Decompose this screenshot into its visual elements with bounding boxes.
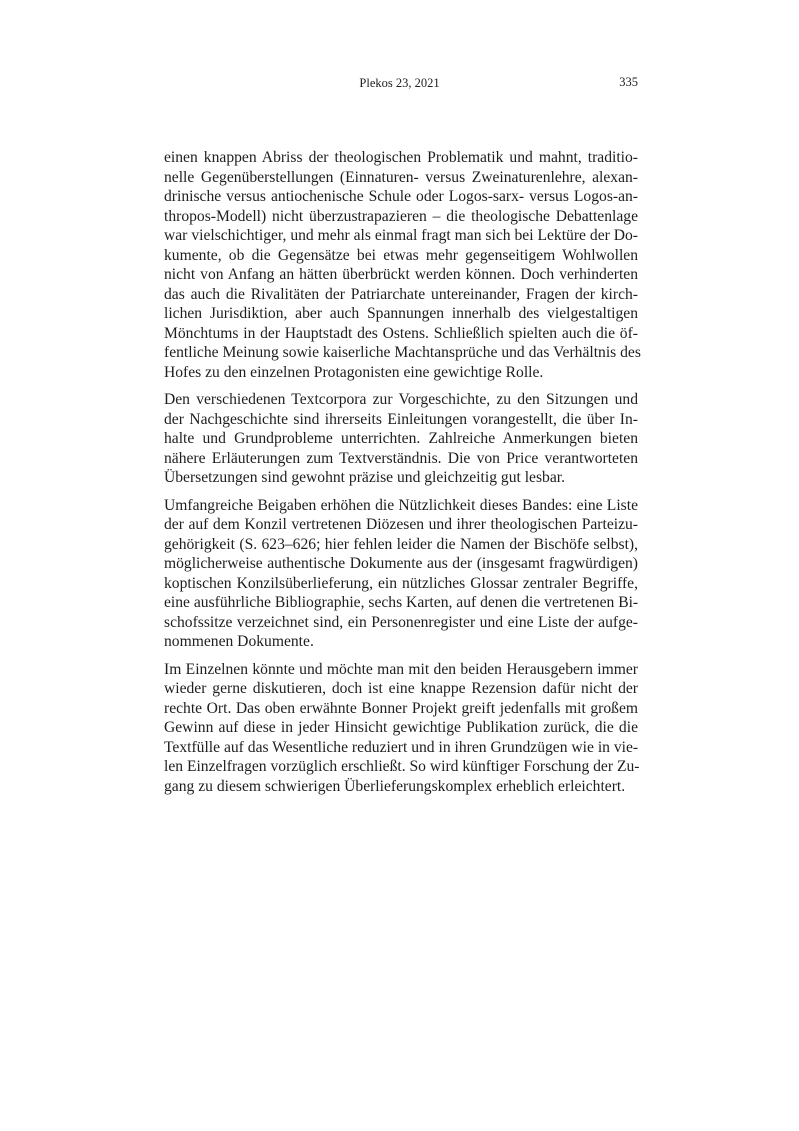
paragraph (164, 148, 641, 382)
text-line: einen knappen Abriss der theologischen Problematik und mahnt, traditio- (164, 149, 638, 166)
text-line: koptischen Konzilsüberlieferung, ein nützliches Glossar zentraler Begriffe, (164, 574, 638, 592)
text-line: der auf dem Konzil vertretenen Diözesen und ihrer theologischen Parteizu- (164, 516, 638, 533)
text-line: war vielschichtiger, und mehr als einmal fragt man sich bei Lektüre der Do- (164, 227, 638, 244)
text-line: Hofes zu den einzelnen Protagonisten eine gewichtige Rolle. (164, 363, 544, 381)
running-header: Plekos 23, 2021 (359, 76, 440, 90)
text-line: Im Einzelnen könnte und möchte man mit den beiden Herausgebern immer (164, 660, 638, 678)
text-line: Gewinn auf diese in jeder Hinsicht gewichtige Publikation zurück, die die (164, 719, 638, 736)
text-line: Den verschiedenen Textcorpora zur Vorgeschichte, zu den Sitzungen und (164, 391, 638, 408)
paragraph (164, 496, 638, 652)
body-text (164, 148, 641, 804)
text-line: drinische versus antiochenische Schule oder Logos-sarx- versus Logos-an- (164, 188, 638, 205)
text-line: Textfülle auf das Wesentliche reduziert und in ihren Grundzügen wie in vie- (164, 738, 639, 756)
paragraph (164, 660, 638, 797)
text-line: nelle Gegenüberstellungen (Einnaturen- versus Zweinaturenlehre, alexan- (164, 168, 638, 186)
text-line: möglicherweise authentische Dokumente aus der (insgesamt fragwürdigen) (164, 555, 638, 572)
text-line: fentliche Meinung sowie kaiserliche Machtansprüche und das Verhältnis des (164, 344, 641, 361)
text-line: len Einzelfragen vorzüglich erschließt. So wird künftiger Forschung der Zu- (164, 758, 640, 775)
paragraph (164, 390, 638, 488)
text-line: das auch die Rivalitäten der Patriarchate untereinander, Fragen der kirch- (164, 285, 638, 303)
text-line: gang zu diesem schwierigen Überlieferungskomplex erheblich erleichtert. (164, 777, 626, 795)
text-line: nicht von Anfang an hätten überbrückt werden können. Doch verhinderten (164, 266, 638, 283)
text-line: gehörigkeit (S. 623–626; hier fehlen leider die Namen der Bischöfe selbst), (164, 535, 638, 553)
text-line: Umfangreiche Beigaben erhöhen die Nützlichkeit dieses Bandes: eine Liste (164, 496, 638, 514)
page-number: 335 (619, 75, 638, 89)
text-line: Übersetzungen sind gewohnt präzise und gleichzeitig gut lesbar. (164, 469, 565, 486)
text-line: nommenen Dokumente. (164, 633, 314, 650)
text-line: der Nachgeschichte sind ihrerseits Einleitungen vorangestellt, die über In- (164, 410, 638, 428)
text-line: schofssitze verzeichnet sind, ein Personenregister und eine Liste der aufge- (164, 613, 638, 631)
text-line: kumente, ob die Gegensätze bei etwas mehr gegenseitigem Wohlwollen (164, 246, 638, 264)
text-line: lichen Jurisdiktion, aber auch Spannungen innerhalb des vielgestaltigen (164, 305, 638, 322)
text-line: rechte Ort. Das oben erwähnte Bonner Projekt greift jedenfalls mit großem (164, 699, 638, 717)
text-line: Mönchtums in der Hauptstadt des Ostens. Schließlich spielten auch die öf- (164, 324, 638, 342)
text-line: eine ausführliche Bibliographie, sechs Karten, auf denen die vertretenen Bi- (164, 594, 639, 611)
text-line: nähere Erläuterungen zum Textverständnis. Die von Price verantworteten (164, 449, 638, 467)
text-line: thropos-Modell) nicht überzustrapazieren – die theologische Debattenlage (164, 207, 638, 225)
text-line: wieder gerne diskutieren, doch ist eine knappe Rezension dafür nicht der (164, 680, 638, 697)
text-line: halte und Grundprobleme unterrichten. Zahlreiche Anmerkungen bieten (164, 430, 638, 447)
